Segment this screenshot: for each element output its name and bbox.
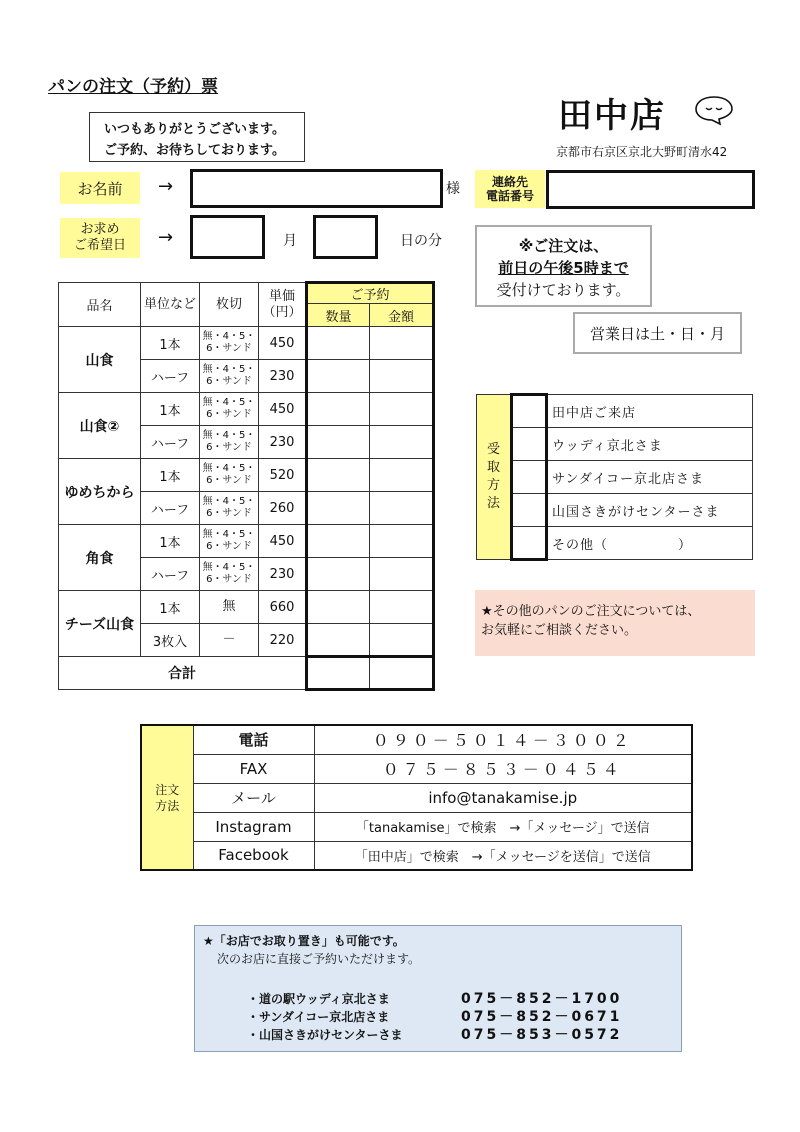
qty-cell[interactable] [307,393,370,426]
table-row [59,591,434,624]
amount-cell[interactable] [370,558,434,591]
order-table [58,281,435,691]
header-amount: 金額 [370,304,434,327]
greeting-box [89,112,305,162]
amount-cell[interactable] [370,393,434,426]
shop-address: 京都市右京区京北大野町清水42 [556,145,728,159]
method-value: ０７５－８５３－０４５４ [314,754,692,783]
day-label: 日の分 [400,233,442,249]
date-label-line: お求め [80,222,120,237]
pickup-checkbox[interactable] [512,461,547,494]
item-slice: 無・4・5・6・サンド [200,327,259,360]
item-unit: ハーフ [141,558,200,591]
total-label: 合計 [59,657,307,690]
item-unit: 1本 [141,591,200,624]
item-slice: 無 [200,591,259,624]
item-unit: 1本 [141,327,200,360]
pickup-option: ウッディ京北さま [547,428,753,461]
info-shop-name: ・山国さきがけセンターさま [247,1028,403,1042]
month-label: 月 [283,233,297,249]
speech-bubble-icon [694,94,734,126]
item-unit: 1本 [141,459,200,492]
greeting-line: ご予約、お待ちしております。 [104,143,285,158]
pickup-checkbox[interactable] [512,395,547,428]
item-slice: 無・4・5・6・サンド [200,459,259,492]
sama-suffix: 様 [446,181,460,197]
amount-cell[interactable] [370,492,434,525]
info-shop-name: ・サンダイコー京北店さま [247,1010,390,1024]
amount-cell[interactable] [370,525,434,558]
item-slice: 無・4・5・6・サンド [200,525,259,558]
item-price: 450 [259,327,307,360]
header-reserve: ご予約 [307,283,434,304]
table-row [59,525,434,558]
methods-label-text: 注文方法 [155,782,180,813]
item-price: 660 [259,591,307,624]
amount-cell[interactable] [370,459,434,492]
pickup-checkbox[interactable] [512,527,547,560]
header-qty: 数量 [307,304,370,327]
amount-cell[interactable] [370,426,434,459]
item-slice: 無・4・5・6・サンド [200,492,259,525]
item-price: 220 [259,624,307,657]
pickup-option: 山国さきがけセンターさま [547,494,753,527]
item-price: 230 [259,360,307,393]
method-name: Instagram [193,812,314,841]
item-unit: 1本 [141,525,200,558]
qty-cell[interactable] [307,426,370,459]
qty-cell[interactable] [307,624,370,657]
info-line: ★「お店でお取り置き」も可能です。 [203,934,405,948]
total-qty-cell[interactable] [307,657,370,690]
cutoff-time: 前日の午後5時まで [498,259,629,277]
item-slice: 無・4・5・6・サンド [200,360,259,393]
note-box [475,590,755,656]
item-price: 520 [259,459,307,492]
contact-label-line: 電話番号 [485,189,534,203]
header-unit: 単位など [141,283,200,327]
method-value: info@tanakamise.jp [314,783,692,812]
item-name: チーズ山食 [59,591,141,657]
method-value: 「tanakamise」で検索 →「メッセージ」で送信 [314,812,692,841]
header-slice: 枚切 [200,283,259,327]
item-slice: 無・4・5・6・サンド [200,558,259,591]
month-field[interactable] [190,215,265,259]
qty-cell[interactable] [307,327,370,360]
item-unit: ハーフ [141,360,200,393]
contact-label [475,170,545,208]
note-line: ★その他のパンのご注文については、 [481,604,701,619]
amount-cell[interactable] [370,624,434,657]
pickup-label-text: 受取方法 [486,442,500,511]
qty-cell[interactable] [307,558,370,591]
item-slice: － [200,624,259,657]
date-arrow: → [158,227,174,248]
table-row [59,393,434,426]
item-unit: 1本 [141,393,200,426]
day-field[interactable] [313,215,378,259]
qty-cell[interactable] [307,492,370,525]
item-price: 230 [259,558,307,591]
item-name: 角食 [59,525,141,591]
total-amount-cell[interactable] [370,657,434,690]
method-name: FAX [193,754,314,783]
pickup-checkbox[interactable] [512,428,547,461]
amount-cell[interactable] [370,591,434,624]
qty-cell[interactable] [307,459,370,492]
item-price: 450 [259,393,307,426]
pickup-table [476,393,753,561]
qty-cell[interactable] [307,360,370,393]
contact-label-line: 連絡先 [491,175,528,189]
pickup-info-box [194,925,682,1052]
info-shop-phone: 075－852－0671 [461,1009,623,1025]
methods-label [141,725,193,870]
pickup-checkbox[interactable] [512,494,547,527]
greeting-line: いつもありがとうございます。 [104,122,285,137]
cutoff-line: ※ご注文は、 [518,237,609,255]
info-shop-row [203,1026,681,1044]
page-title: パンの注文（予約）票 [48,77,218,97]
item-name: 山食 [59,327,141,393]
item-name: 山食② [59,393,141,459]
item-price: 450 [259,525,307,558]
method-name: 電話 [193,725,314,754]
info-shop-name: ・道の駅ウッディ京北さま [247,992,390,1006]
method-name: メール [193,783,314,812]
note-line: お気軽にご相談ください。 [481,623,638,638]
info-shop-row [203,1008,681,1026]
item-name: ゆめちから [59,459,141,525]
name-label: お名前 [60,172,140,204]
amount-cell[interactable] [370,360,434,393]
item-unit: ハーフ [141,492,200,525]
item-price: 230 [259,426,307,459]
method-value: 「田中店」で検索 →「メッセージを送信」で送信 [314,841,692,870]
amount-cell[interactable] [370,327,434,360]
business-days: 営業日は土・日・月 [573,312,742,354]
item-unit: ハーフ [141,426,200,459]
date-label-line: ご希望日 [73,238,126,253]
method-value: ０９０－５０１４－３００２ [314,725,692,754]
total-row [59,657,434,690]
info-line: 次のお店に直接ご予約いただけます。 [217,952,421,966]
info-shop-phone: 075－852－1700 [461,991,623,1007]
shop-name: 田中店 [558,96,666,136]
pickup-option: サンダイコー京北店さま [547,461,753,494]
table-row [59,459,434,492]
info-shop-row [203,990,681,1008]
cutoff-line: 受付けております。 [496,281,631,299]
item-slice: 無・4・5・6・サンド [200,393,259,426]
table-row [59,327,434,360]
header-price: 単価（円） [259,283,307,327]
pickup-label [477,395,512,560]
item-price: 260 [259,492,307,525]
qty-cell[interactable] [307,591,370,624]
qty-cell[interactable] [307,525,370,558]
method-name: Facebook [193,841,314,870]
cutoff-notice [475,225,652,307]
info-shop-phone: 075－853－0572 [461,1027,623,1043]
item-unit: 3枚入 [141,624,200,657]
header-item: 品名 [59,283,141,327]
pickup-option: その他（ ） [547,527,753,560]
phone-field[interactable] [546,170,755,209]
pickup-option: 田中店ご来店 [547,395,753,428]
item-slice: 無・4・5・6・サンド [200,426,259,459]
name-field[interactable] [190,169,443,208]
date-label [60,218,140,258]
order-methods-table [140,724,693,871]
name-arrow: → [158,176,174,197]
